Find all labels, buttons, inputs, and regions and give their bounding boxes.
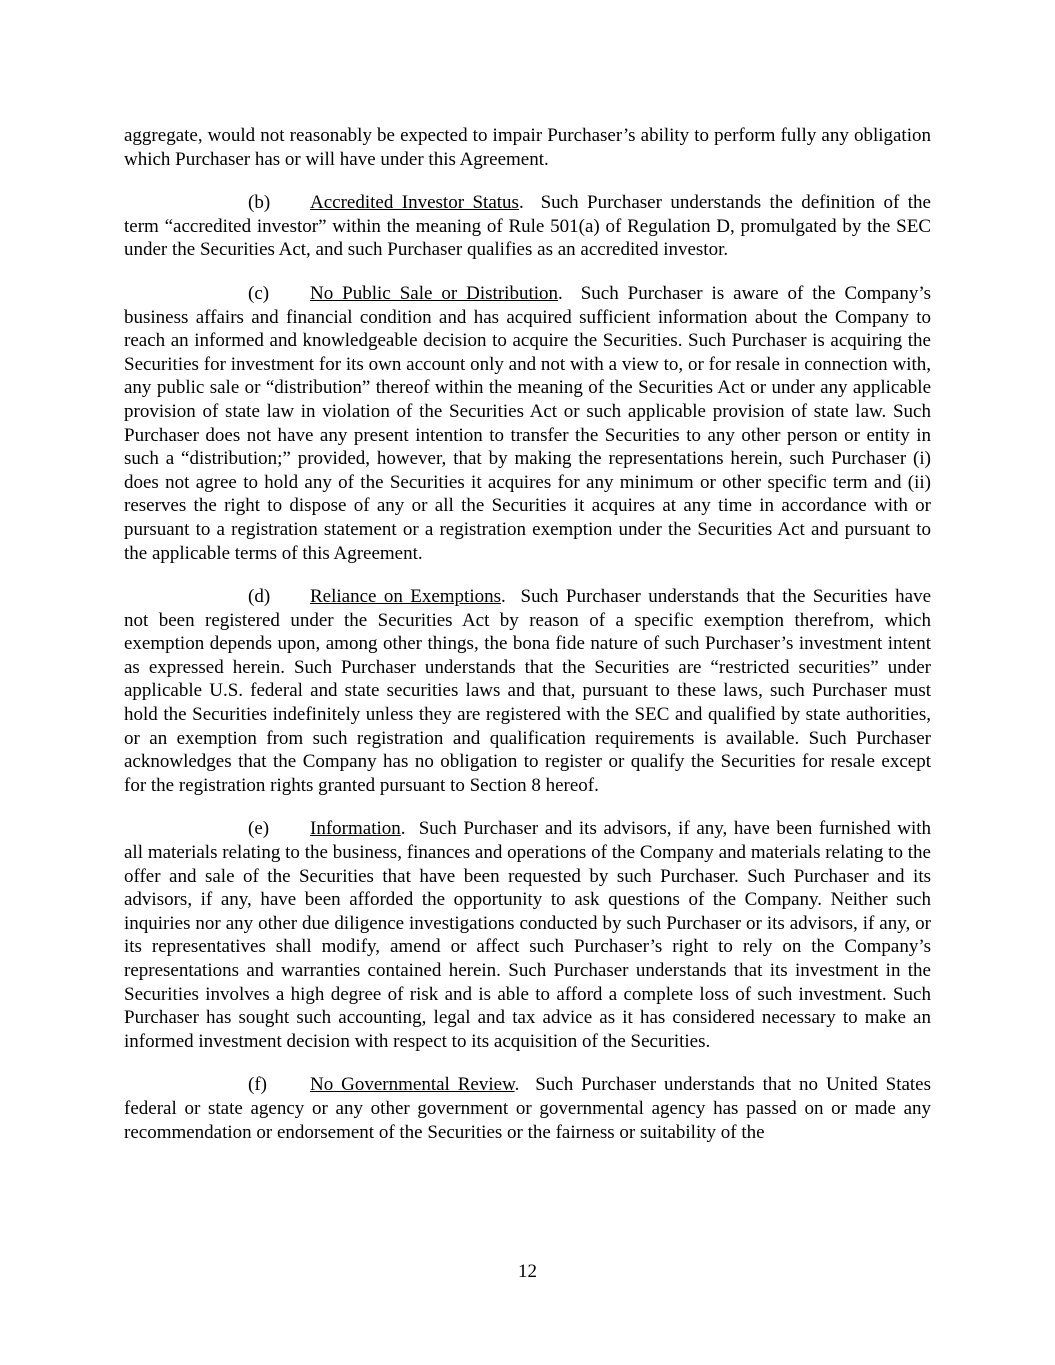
section-c-heading: No Public Sale or Distribution xyxy=(310,282,559,304)
section-e-label: (e) xyxy=(248,818,270,840)
section-e-heading: Information xyxy=(310,818,401,840)
lead-paragraph: aggregate, would not reasonably be expected to impair Purchaser’s ability to perform fully any obligation which Purchaser has or will have under this Agreement. xyxy=(124,125,931,170)
section-d-text: Such Purchaser understands that the Securities have not been registered under the Securities Act by reason of a specific exemption therefrom, which exemption depends upon, among other things, the bona fide nature of such Purchaser’s investment intent as expressed herein. Such Purchaser understands that the Securities are “restricted securities” under applicable U.S. federal and state securities laws and that, pursuant to these laws, such Purchaser must hold the Securities indefinitely unless they are registered with the SEC and qualified by state authorities, or an exemption from such registration and qualification requirements is available. Such Purchaser acknowledges that the Company has no obligation to register or qualify the Securities for resale except for the registration rights granted pursuant to Section 8 hereof. xyxy=(124,586,932,796)
section-e-text: Such Purchaser and its advisors, if any, have been furnished with all materials relating to the business, finances and operations of the Company and materials relating to the offer and sale of the Securities that have been requested by such Purchaser. Such Purchaser and its advisors, if any, have been afforded the opportunity to ask questions of the Company. Neither such inquiries nor any other due diligence investigations conducted by such Purchaser or its advisors, if any, or its representatives shall modify, amend or affect such Purchaser’s right to rely on the Company’s representations and warranties contained herein. Such Purchaser understands that its investment in the Securities involves a high degree of risk and is able to afford a complete loss of such investment. Such Purchaser has sought such accounting, legal and tax advice as it has considered necessary to make an informed investment decision with respect to its acquisition of the Securities. xyxy=(124,818,932,1052)
section-f-text: Such Purchaser understands that no United States federal or state agency or any other government or governmental agency has passed on or made any recommendation or endorsement of the Securities or the fairness or suitability of the xyxy=(124,1074,932,1143)
section-c-label: (c) xyxy=(248,282,270,304)
section-d-heading: Reliance on Exemptions xyxy=(310,586,502,608)
section-d-paragraph: (d) Reliance on Exemptions. Such Purchaser understands that the Securities have not been registered under the Securities Act by reason of a specific exemption therefrom, which exemption depends upon, among other things, the bona fide nature of such Purchaser’s investment intent as expressed herein. Such Purchaser understands that the Securities are “restricted securities” under applicable U.S. federal and state securities laws and that, pursuant to these laws, such Purchaser must hold the Securities indefinitely unless they are registered with the SEC and qualified by state authorities, or an exemption from such registration and qualification requirements is available. Such Purchaser acknowledges that the Company has no obligation to register or qualify the Securities for resale except for the registration rights granted pursuant to Section 8 hereof. xyxy=(124,586,932,796)
section-c-paragraph: (c) No Public Sale or Distribution. Such Purchaser is aware of the Company’s business affairs and financial condition and has acquired sufficient information about the Company to reach an informed and knowledgeable decision to acquire the Securities. Such Purchaser is acquiring the Securities for investment for its own account only and not with a view to, or for resale in connection with, any public sale or “distribution” thereof within the meaning of the Securities Act or under any applicable provision of state law in violation of the Securities Act or such applicable provision of state law. Such Purchaser does not have any present intention to transfer the Securities to any other person or entity in such a “distribution;” provided, however, that by making the representations herein, such Purchaser (i) does not agree to hold any of the Securities it acquires for any minimum or other specific term and (ii) reserves the right to dispose of any or all the Securities it acquires at any time in accordance with or pursuant to a registration statement or a registration exemption under the Securities Act and pursuant to the applicable terms of this Agreement. xyxy=(124,282,932,564)
section-c-text: Such Purchaser is aware of the Company’s business affairs and financial condition and has acquired sufficient information about the Company to reach an informed and knowledgeable decision to acquire the Securities. Such Purchaser is acquiring the Securities for investment for its own account only and not with a view to, or for resale in connection with, any public sale or “distribution” thereof within the meaning of the Securities Act or under any applicable provision of state law in violation of the Securities Act or such applicable provision of state law. Such Purchaser does not have any present intention to transfer the Securities to any other person or entity in such a “distribution;” provided, however, that by making the representations herein, such Purchaser (i) does not agree to hold any of the Securities it acquires for any minimum or other specific term and (ii) reserves the right to dispose of any or all the Securities it acquires at any time in accordance with or pursuant to a registration statement or a registration exemption under the Securities Act and pursuant to the applicable terms of this Agreement. xyxy=(124,282,932,564)
section-b-text: Such Purchaser understands the definition of the term “accredited investor” within the meaning of Rule 501(a) of Regulation D, promulgated by the SEC under the Securities Act, and such Purchaser qualifies as an accredited investor. xyxy=(124,192,931,261)
page-body xyxy=(124,124,931,1164)
section-b-label: (b) xyxy=(248,192,271,214)
page-number: 12 xyxy=(518,1261,537,1282)
section-d-label: (d) xyxy=(248,586,271,608)
section-f-heading: No Governmental Review xyxy=(310,1074,515,1096)
section-b-paragraph: (b) Accredited Investor Status. Such Purchaser understands the definition of the term “accredited investor” within the meaning of Rule 501(a) of Regulation D, promulgated by the SEC under the Securities Act, and such Purchaser qualifies as an accredited investor. xyxy=(124,192,931,261)
section-b-heading: Accredited Investor Status xyxy=(310,192,519,214)
section-f-label: (f) xyxy=(248,1074,267,1096)
section-f-paragraph: (f) No Governmental Review. Such Purchaser understands that no United States federal or state agency or any other government or governmental agency has passed on or made any recommendation or endorsement of the Securities or the fairness or suitability of the xyxy=(124,1074,932,1143)
section-e-paragraph: (e) Information. Such Purchaser and its advisors, if any, have been furnished with all materials relating to the business, finances and operations of the Company and materials relating to the offer and sale of the Securities that have been requested by such Purchaser. Such Purchaser and its advisors, if any, have been afforded the opportunity to ask questions of the Company. Neither such inquiries nor any other due diligence investigations conducted by such Purchaser or its advisors, if any, or its representatives shall modify, amend or affect such Purchaser’s right to rely on the Company’s representations and warranties contained herein. Such Purchaser understands that its investment in the Securities involves a high degree of risk and is able to afford a complete loss of such investment. Such Purchaser has sought such accounting, legal and tax advice as it has considered necessary to make an informed investment decision with respect to its acquisition of the Securities. xyxy=(124,818,932,1052)
